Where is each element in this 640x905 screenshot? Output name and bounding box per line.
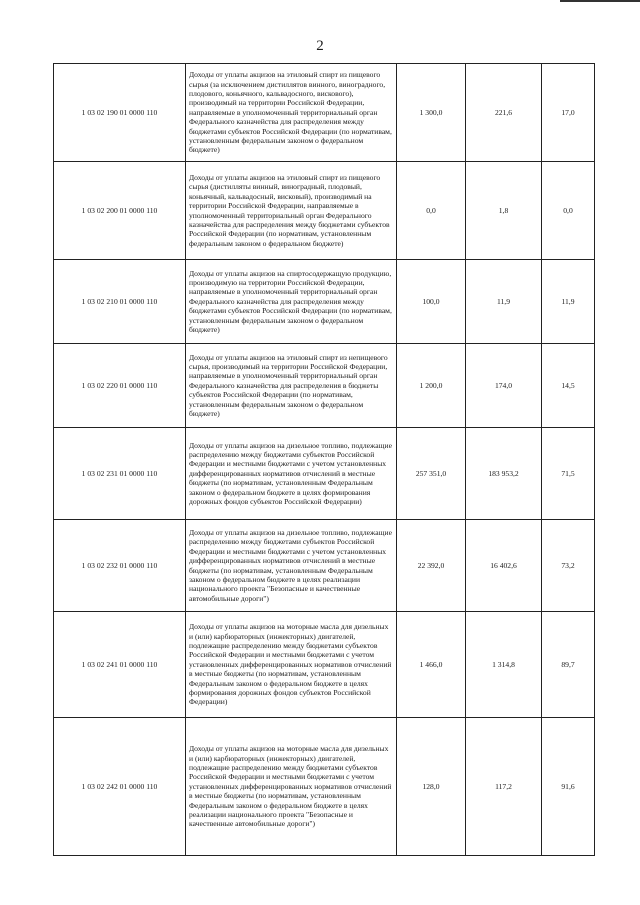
budget-code-cell: 1 03 02 231 01 0000 110 <box>54 428 186 520</box>
budget-code-cell: 1 03 02 241 01 0000 110 <box>54 612 186 718</box>
revenue-table-body <box>54 64 595 856</box>
executed-amount-cell: 1,8 <box>466 162 542 260</box>
page-number: 2 <box>316 38 324 54</box>
description-cell: Доходы от уплаты акцизов на моторные масла для дизельных и (или) карбюраторных (инжекторных) двигателей, подлежащие распределению между бюджетами субъектов Российской Федерации и местными бюджетами с учетом установленных дифференцированных нормативов отчислений в местные бюджеты (по нормативам, установленным Федеральным законом о федеральном бюджете в целях реализации национального проекта "Безопасные и качественные автомобильные дороги") <box>186 718 397 856</box>
description-cell: Доходы от уплаты акцизов на спиртосодержащую продукцию, производимую на территории Российской Федерации, направляемые в уполномоченный территориальный орган Федерального казначейства для распределения между бюджетами субъектов Российской Федерации (по нормативам, установленным федеральным законом о федеральном бюджете) <box>186 260 397 344</box>
scan-edge-mark <box>560 0 640 2</box>
budget-code-cell: 1 03 02 232 01 0000 110 <box>54 520 186 612</box>
budget-code-cell: 1 03 02 190 01 0000 110 <box>54 64 186 162</box>
table-row <box>54 520 595 612</box>
description-cell: Доходы от уплаты акцизов на дизельное топливо, подлежащие распределению между бюджетами субъектов Российской Федерации и местными бюджетами с учетом установленных дифференцированных нормативов отчислений в местные бюджеты (по нормативам, установленным Федеральным законом о федеральном бюджете в целях реализации национального проекта "Безопасные и качественные автомобильные дороги") <box>186 520 397 612</box>
table-row <box>54 612 595 718</box>
description-cell: Доходы от уплаты акцизов на этиловый спирт из непищевого сырья, производимый на территории Российской Федерации, направляемые в уполномоченный территориальный орган Федерального казначейства для распределения в бюджеты субъектов Российской Федерации (по нормативам, установленным федеральным законом о федеральном бюджете) <box>186 344 397 428</box>
percent-cell: 14,5 <box>542 344 595 428</box>
executed-amount-cell: 16 402,6 <box>466 520 542 612</box>
plan-amount-cell: 257 351,0 <box>397 428 466 520</box>
executed-amount-cell: 1 314,8 <box>466 612 542 718</box>
plan-amount-cell: 1 466,0 <box>397 612 466 718</box>
plan-amount-cell: 0,0 <box>397 162 466 260</box>
plan-amount-cell: 100,0 <box>397 260 466 344</box>
percent-cell: 91,6 <box>542 718 595 856</box>
budget-code-cell: 1 03 02 220 01 0000 110 <box>54 344 186 428</box>
percent-cell: 0,0 <box>542 162 595 260</box>
description-cell: Доходы от уплаты акцизов на дизельное топливо, подлежащие распределению между бюджетами субъектов Российской Федерации и местными бюджетами с учетом установленных дифференцированных нормативов отчислений в местные бюджеты (по нормативам, установленным Федеральным законом о федеральном бюджете в целях формирования дорожных фондов субъектов Российской Федерации) <box>186 428 397 520</box>
plan-amount-cell: 22 392,0 <box>397 520 466 612</box>
percent-cell: 17,0 <box>542 64 595 162</box>
percent-cell: 89,7 <box>542 612 595 718</box>
executed-amount-cell: 11,9 <box>466 260 542 344</box>
executed-amount-cell: 221,6 <box>466 64 542 162</box>
percent-cell: 73,2 <box>542 520 595 612</box>
budget-code-cell: 1 03 02 200 01 0000 110 <box>54 162 186 260</box>
executed-amount-cell: 183 953,2 <box>466 428 542 520</box>
table-row <box>54 64 595 162</box>
table-row <box>54 428 595 520</box>
revenue-table <box>53 63 595 856</box>
plan-amount-cell: 1 200,0 <box>397 344 466 428</box>
budget-code-cell: 1 03 02 210 01 0000 110 <box>54 260 186 344</box>
table-row <box>54 260 595 344</box>
table-row <box>54 718 595 856</box>
percent-cell: 71,5 <box>542 428 595 520</box>
budget-code-cell: 1 03 02 242 01 0000 110 <box>54 718 186 856</box>
executed-amount-cell: 117,2 <box>466 718 542 856</box>
plan-amount-cell: 128,0 <box>397 718 466 856</box>
percent-cell: 11,9 <box>542 260 595 344</box>
description-cell: Доходы от уплаты акцизов на этиловый спирт из пищевого сырья (за исключением дистиллятов винного, виноградного, плодового, коньячного, кальвадосного, вискового), производимый на территории Российской Федерации, направляемые в уполномоченный территориальный орган Федерального казначейства для распределения между бюджетами субъектов Российской Федерации (по нормативам, установленным федеральным законом о федеральном бюджете) <box>186 64 397 162</box>
table-row <box>54 344 595 428</box>
executed-amount-cell: 174,0 <box>466 344 542 428</box>
description-cell: Доходы от уплаты акцизов на этиловый спирт из пищевого сырья (дистилляты винный, виноградный, плодовый, коньячный, кальвадосный, висковый), производимый на территории Российской Федерации, направляемые в уполномоченный территориальный орган Федерального казначейства для распределения между бюджетами субъектов Российской Федерации (по нормативам, установленным федеральным законом о федеральном бюджете) <box>186 162 397 260</box>
table-row <box>54 162 595 260</box>
description-cell: Доходы от уплаты акцизов на моторные масла для дизельных и (или) карбюраторных (инжекторных) двигателей, подлежащие распределению между бюджетами субъектов Российской Федерации и местными бюджетами с учетом установленных дифференцированных нормативов отчислений в местные бюджеты (по нормативам, установленным Федеральным законом о федеральном бюджете в целях формирования дорожных фондов субъектов Российской Федерации) <box>186 612 397 718</box>
plan-amount-cell: 1 300,0 <box>397 64 466 162</box>
